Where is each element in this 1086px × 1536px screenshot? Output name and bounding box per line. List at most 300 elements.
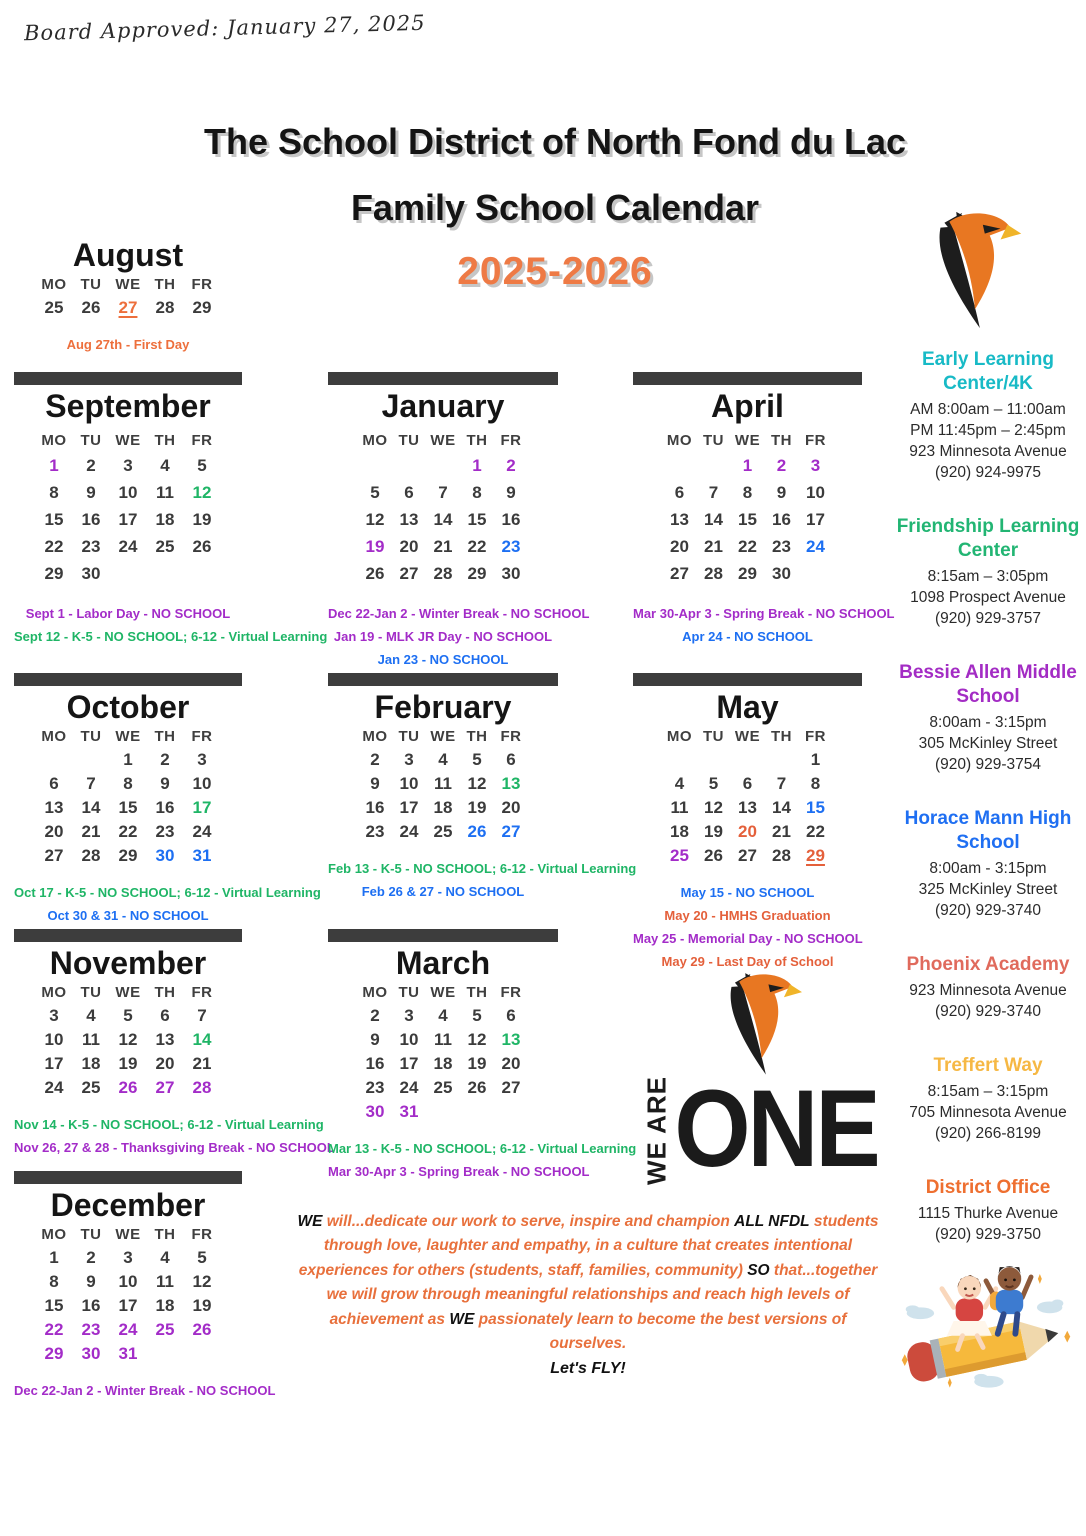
page-title <box>140 118 970 294</box>
school-detail-line: (920) 266-8199 <box>935 1125 1041 1142</box>
day-cell <box>663 456 697 483</box>
day-cell <box>110 564 147 591</box>
weekday-header-row <box>36 1226 221 1248</box>
day-cell: 31 <box>118 1344 138 1363</box>
school-detail-line: 1115 Thurke Avenue <box>917 1205 1059 1222</box>
day-cell: 13 <box>155 1030 175 1049</box>
calendar-note: Dec 22-Jan 2 - Winter Break - NO SCHOOL <box>14 1383 276 1398</box>
day-cell <box>494 1102 528 1126</box>
month-title: October <box>66 689 190 725</box>
week-row <box>36 483 221 510</box>
week-row <box>358 1078 528 1102</box>
weekday-label: WE <box>115 984 141 1001</box>
day-cell: 3 <box>123 1248 133 1267</box>
school-name: District Office <box>925 1177 1051 1198</box>
weekday-label: TH <box>154 728 176 745</box>
weekday-label: MO <box>41 728 67 745</box>
day-cell: 22 <box>467 537 487 556</box>
day-cell: 4 <box>160 1248 170 1267</box>
school-entry <box>886 953 1086 1022</box>
calendar-note: Dec 22-Jan 2 - Winter Break - NO SCHOOL <box>328 606 590 621</box>
school-detail-line: 325 McKinley Street <box>918 881 1058 898</box>
day-cell: 24 <box>44 1078 64 1097</box>
section-divider-bar <box>14 673 242 686</box>
day-cell: 19 <box>192 510 212 529</box>
week-row <box>36 1296 221 1320</box>
weekday-header-row <box>36 276 221 298</box>
school-name: Horace Mann High School <box>904 808 1072 853</box>
week-row <box>36 1320 221 1344</box>
day-cell: 15 <box>44 1296 64 1315</box>
weekday-label: MO <box>41 984 67 1001</box>
day-cell: 1 <box>742 456 753 475</box>
school-name: Phoenix Academy <box>906 954 1070 975</box>
day-cell: 27 <box>118 298 138 317</box>
day-cell: 8 <box>742 483 753 502</box>
day-cell: 12 <box>192 483 212 502</box>
day-cell: 14 <box>704 510 723 529</box>
day-cell: 12 <box>365 510 385 529</box>
day-cell <box>426 1102 460 1126</box>
day-cell: 20 <box>670 537 689 556</box>
calendar-note: Mar 13 - K-5 - NO SCHOOL; 6-12 - Virtual Learning <box>328 1141 637 1156</box>
month-title: January <box>381 388 505 424</box>
week-row <box>663 483 833 510</box>
day-cell: 25 <box>44 298 64 317</box>
day-cell: 12 <box>192 1272 212 1291</box>
day-cell: 4 <box>438 1006 448 1025</box>
day-cell: 23 <box>365 1078 385 1097</box>
we-are-label: WE ARE <box>641 1075 672 1186</box>
month-title: May <box>716 689 779 725</box>
calendar-note: Jan 19 - MLK JR Day - NO SCHOOL <box>333 629 553 644</box>
weekday-header-row <box>36 432 221 456</box>
weekday-label: MO <box>41 1226 67 1243</box>
calendar-note: Nov 26, 27 & 28 - Thanksgiving Break - NO SCHOOL <box>14 1140 335 1155</box>
school-detail-line: 8:15am – 3:05pm <box>927 568 1049 585</box>
day-cell: 28 <box>772 846 791 865</box>
calendar-note: Feb 26 & 27 - NO SCHOOL <box>361 884 525 899</box>
day-cell: 16 <box>365 798 385 817</box>
day-cell: 16 <box>155 798 175 817</box>
day-cell: 7 <box>776 774 787 793</box>
day-cell: 31 <box>399 1102 419 1121</box>
kids-pencil-illustration <box>893 1238 1079 1406</box>
day-cell <box>147 1344 184 1368</box>
one-label: ONE <box>674 1066 878 1190</box>
day-cell: 16 <box>81 510 101 529</box>
week-row <box>358 774 528 798</box>
day-cell: 5 <box>472 750 482 769</box>
weekday-label: TH <box>771 728 792 745</box>
weekday-label: FR <box>500 728 522 745</box>
day-cell: 10 <box>118 483 138 502</box>
week-row <box>663 510 833 537</box>
day-cell: 17 <box>118 1296 138 1315</box>
week-row <box>358 798 528 822</box>
weekday-label: TH <box>466 432 488 449</box>
day-cell: 29 <box>44 1344 64 1363</box>
day-cell: 28 <box>81 846 101 865</box>
day-cell: 1 <box>123 750 133 769</box>
weekday-label: FR <box>500 984 522 1001</box>
day-cell: 16 <box>365 1054 385 1073</box>
day-cell: 29 <box>738 564 757 583</box>
day-cell: 6 <box>742 774 753 793</box>
weekday-label: MO <box>362 728 388 745</box>
day-cell: 25 <box>433 1078 453 1097</box>
school-detail-line: 1098 Prospect Avenue <box>910 589 1066 606</box>
day-cell: 9 <box>86 483 96 502</box>
day-cell: 20 <box>501 1054 521 1073</box>
week-row <box>36 1054 221 1078</box>
month-notes <box>328 602 590 671</box>
week-row <box>663 798 833 822</box>
day-cell: 2 <box>506 456 516 475</box>
calendar-note: May 15 - NO SCHOOL <box>680 885 815 900</box>
school-detail-line: (920) 929-3757 <box>935 610 1041 627</box>
day-cell: 26 <box>365 564 385 583</box>
day-cell: 13 <box>501 774 521 793</box>
day-cell: 1 <box>49 456 59 475</box>
week-row <box>36 1078 221 1102</box>
month-title: February <box>374 689 512 725</box>
day-cell: 13 <box>670 510 689 529</box>
day-cell: 19 <box>192 1296 212 1315</box>
weekday-header-row <box>663 432 833 456</box>
mission-emphasis: WE <box>449 1310 475 1328</box>
day-cell: 11 <box>156 1272 174 1291</box>
weekday-label: WE <box>115 276 141 293</box>
weekday-label: MO <box>362 984 388 1001</box>
school-entry <box>886 1176 1086 1245</box>
day-cell: 6 <box>160 1006 170 1025</box>
month-notes <box>14 881 321 927</box>
month-notes <box>328 857 637 903</box>
week-row <box>663 564 833 591</box>
day-cell: 22 <box>44 1320 64 1339</box>
day-cell: 3 <box>197 750 207 769</box>
weekday-label: FR <box>191 432 213 449</box>
day-cell: 9 <box>370 774 380 793</box>
day-cell <box>73 750 110 774</box>
weekday-label: WE <box>430 728 456 745</box>
month-title: December <box>50 1187 206 1223</box>
school-entry <box>886 1054 1086 1144</box>
weekday-header-row <box>36 984 221 1006</box>
weekday-label: WE <box>430 984 456 1001</box>
day-cell: 10 <box>192 774 212 793</box>
day-cell: 29 <box>118 846 138 865</box>
school-entry <box>886 807 1086 921</box>
day-cell: 22 <box>806 822 825 841</box>
day-cell: 8 <box>49 483 59 502</box>
day-cell: 11 <box>670 798 689 817</box>
week-row <box>36 846 221 870</box>
day-cell: 30 <box>772 564 791 583</box>
weekday-label: WE <box>115 1226 141 1243</box>
month-notes <box>633 602 895 648</box>
weekday-label: WE <box>734 728 761 745</box>
week-row <box>36 798 221 822</box>
week-row <box>36 774 221 798</box>
weekday-header-row <box>358 432 528 456</box>
day-cell: 23 <box>81 1320 101 1339</box>
day-cell: 1 <box>810 750 821 769</box>
weekday-label: TU <box>398 728 420 745</box>
day-cell: 4 <box>160 456 170 475</box>
week-row <box>358 564 528 591</box>
day-cell: 12 <box>467 1030 487 1049</box>
mission-text-segment: passionately learn to become the best versions of ourselves. <box>474 1310 847 1353</box>
weekday-label: TU <box>703 728 724 745</box>
weekday-label: TH <box>154 276 176 293</box>
mission-text-segment: students through love, laughter and empathy, in a culture that creates intentional experiences for others (students, staff, families, community) <box>298 1213 879 1279</box>
day-cell: 12 <box>704 798 723 817</box>
day-cell: 30 <box>155 846 175 865</box>
day-cell: 14 <box>81 798 101 817</box>
school-entry <box>886 348 1086 483</box>
school-detail-line: (920) 924-9975 <box>935 464 1041 481</box>
day-cell <box>392 456 426 483</box>
month-notes <box>328 1137 637 1183</box>
school-detail-line: PM 11:45pm – 2:45pm <box>910 422 1066 439</box>
day-cell: 21 <box>81 822 101 841</box>
day-cell: 3 <box>123 456 133 475</box>
day-cell: 30 <box>365 1102 385 1121</box>
we-are-one-logo <box>626 968 892 1190</box>
weekday-label: FR <box>191 276 213 293</box>
day-cell: 29 <box>44 564 64 583</box>
week-row <box>663 750 833 774</box>
school-name: Bessie Allen Middle School <box>899 662 1077 707</box>
school-name: Friendship Learning Center <box>896 516 1080 561</box>
district-title-line: The School District of North Fond du Lac <box>204 121 906 162</box>
day-cell: 14 <box>433 510 453 529</box>
calendar-note: Mar 30-Apr 3 - Spring Break - NO SCHOOL <box>328 1164 590 1179</box>
day-cell: 15 <box>44 510 64 529</box>
day-cell: 27 <box>738 846 757 865</box>
day-cell: 26 <box>81 298 101 317</box>
week-row <box>663 537 833 564</box>
day-cell: 6 <box>404 483 414 502</box>
day-cell: 13 <box>44 798 64 817</box>
weekday-label: MO <box>362 432 388 449</box>
month-may <box>633 673 862 973</box>
week-row <box>36 510 221 537</box>
day-cell: 10 <box>118 1272 138 1291</box>
day-cell: 9 <box>370 1030 380 1049</box>
day-cell: 29 <box>467 564 487 583</box>
day-cell: 18 <box>433 798 453 817</box>
school-detail-line: (920) 929-3754 <box>935 756 1041 773</box>
week-row <box>358 510 528 537</box>
day-cell <box>184 1344 221 1368</box>
calendar-note: May 20 - HMHS Graduation <box>664 908 831 923</box>
day-cell: 6 <box>506 1006 516 1025</box>
week-row <box>36 456 221 483</box>
day-cell: 5 <box>708 774 719 793</box>
day-cell: 22 <box>44 537 64 556</box>
day-cell: 5 <box>472 1006 482 1025</box>
day-cell: 26 <box>467 822 487 841</box>
month-august <box>14 236 242 356</box>
weekday-header-row <box>358 984 528 1006</box>
day-cell: 20 <box>155 1054 175 1073</box>
day-cell: 21 <box>433 537 453 556</box>
day-cell: 9 <box>160 774 170 793</box>
day-cell: 4 <box>674 774 685 793</box>
week-row <box>358 822 528 846</box>
weekday-label: FR <box>191 1226 213 1243</box>
day-cell: 11 <box>82 1030 100 1049</box>
school-name: Early Learning Center/4K <box>922 349 1054 394</box>
day-cell: 30 <box>81 564 101 583</box>
month-title: August <box>72 237 184 273</box>
day-cell: 28 <box>155 298 175 317</box>
schools-sidebar <box>886 348 1086 1245</box>
day-cell: 8 <box>123 774 133 793</box>
mission-text <box>296 1210 880 1357</box>
day-cell: 17 <box>399 798 419 817</box>
day-cell: 6 <box>674 483 685 502</box>
day-cell: 7 <box>438 483 448 502</box>
day-cell: 30 <box>81 1344 101 1363</box>
day-cell: 22 <box>118 822 138 841</box>
day-cell <box>184 564 221 591</box>
month-notes <box>14 602 328 648</box>
week-row <box>36 564 221 591</box>
day-cell <box>358 456 392 483</box>
weekday-label: MO <box>666 728 693 745</box>
weekday-label: TH <box>154 984 176 1001</box>
section-divider-bar <box>14 372 242 385</box>
day-cell: 14 <box>772 798 791 817</box>
section-divider-bar <box>633 673 862 686</box>
day-cell: 26 <box>192 537 212 556</box>
weekday-label: FR <box>191 728 213 745</box>
day-cell <box>147 564 184 591</box>
day-cell: 2 <box>370 750 380 769</box>
week-row <box>663 822 833 846</box>
mission-tagline: Let's FLY! <box>550 1359 626 1377</box>
day-cell: 10 <box>399 1030 419 1049</box>
day-cell: 26 <box>467 1078 487 1097</box>
day-cell: 10 <box>399 774 419 793</box>
school-detail-line: 305 McKinley Street <box>918 735 1058 752</box>
school-entry <box>886 515 1086 629</box>
month-notes <box>14 1379 276 1402</box>
day-cell: 6 <box>506 750 516 769</box>
school-detail-line: 705 Minnesota Avenue <box>909 1104 1067 1121</box>
day-cell: 25 <box>81 1078 101 1097</box>
week-row <box>358 456 528 483</box>
day-cell: 17 <box>399 1054 419 1073</box>
day-cell: 23 <box>365 822 385 841</box>
calendar-title-line: Family School Calendar <box>350 187 760 228</box>
weekday-label: FR <box>805 432 826 449</box>
weekday-header-row <box>358 728 528 750</box>
calendar-note: Jan 23 - NO SCHOOL <box>377 652 509 667</box>
day-cell: 6 <box>49 774 59 793</box>
month-march <box>328 929 637 1183</box>
weekday-label: TH <box>154 1226 176 1243</box>
day-cell: 25 <box>433 822 453 841</box>
day-cell: 12 <box>467 774 487 793</box>
week-row <box>358 537 528 564</box>
day-cell: 10 <box>806 483 825 502</box>
day-cell: 18 <box>433 1054 453 1073</box>
day-cell: 29 <box>806 846 825 865</box>
week-row <box>358 1006 528 1030</box>
month-january <box>328 372 590 671</box>
weekday-label: TH <box>154 432 176 449</box>
day-cell: 14 <box>192 1030 212 1049</box>
month-september <box>14 372 328 648</box>
day-cell <box>426 456 460 483</box>
calendar-note: Sept 12 - K-5 - NO SCHOOL; 6-12 - Virtual Learning <box>14 629 328 644</box>
day-cell: 10 <box>44 1030 64 1049</box>
section-divider-bar <box>14 1171 242 1184</box>
school-detail-line: AM 8:00am – 11:00am <box>910 401 1066 418</box>
weekday-label: FR <box>191 984 213 1001</box>
school-name: Treffert Way <box>933 1055 1043 1076</box>
month-november <box>14 929 335 1159</box>
day-cell: 16 <box>501 510 521 529</box>
weekday-label: TH <box>466 984 488 1001</box>
section-divider-bar <box>328 673 558 686</box>
day-cell: 7 <box>86 774 96 793</box>
weekday-label: TU <box>80 1226 102 1243</box>
calendar-note: Sept 1 - Labor Day - NO SCHOOL <box>25 606 231 621</box>
calendar-note: May 29 - Last Day of School <box>661 954 834 969</box>
week-row <box>36 1272 221 1296</box>
day-cell: 26 <box>118 1078 138 1097</box>
month-title: April <box>711 388 784 424</box>
day-cell: 11 <box>156 483 174 502</box>
day-cell: 9 <box>776 483 787 502</box>
day-cell: 2 <box>86 456 96 475</box>
day-cell: 24 <box>399 822 419 841</box>
day-cell: 25 <box>155 537 175 556</box>
day-cell: 5 <box>197 1248 207 1267</box>
day-cell: 27 <box>155 1078 175 1097</box>
day-cell: 23 <box>772 537 791 556</box>
day-cell: 2 <box>86 1248 96 1267</box>
day-cell: 27 <box>44 846 64 865</box>
week-row <box>358 1054 528 1078</box>
mission-text-segment: will...dedicate our work to serve, inspire and champion <box>322 1213 735 1230</box>
school-entry <box>886 661 1086 775</box>
day-cell: 3 <box>404 1006 414 1025</box>
month-april <box>633 372 895 648</box>
weekday-label: TH <box>466 728 488 745</box>
school-detail-line: 923 Minnesota Avenue <box>909 443 1067 460</box>
day-cell: 18 <box>155 1296 175 1315</box>
month-notes <box>14 1113 335 1159</box>
weekday-label: TU <box>703 432 724 449</box>
weekday-label: TU <box>80 984 102 1001</box>
day-cell: 5 <box>197 456 207 475</box>
weekday-label: FR <box>805 728 826 745</box>
school-detail-line: 923 Minnesota Avenue <box>909 982 1067 999</box>
day-cell: 11 <box>434 1030 452 1049</box>
day-cell: 20 <box>399 537 419 556</box>
mission-emphasis: WE <box>297 1213 323 1230</box>
week-row <box>358 750 528 774</box>
day-cell: 21 <box>192 1054 212 1073</box>
day-cell: 2 <box>370 1006 380 1025</box>
